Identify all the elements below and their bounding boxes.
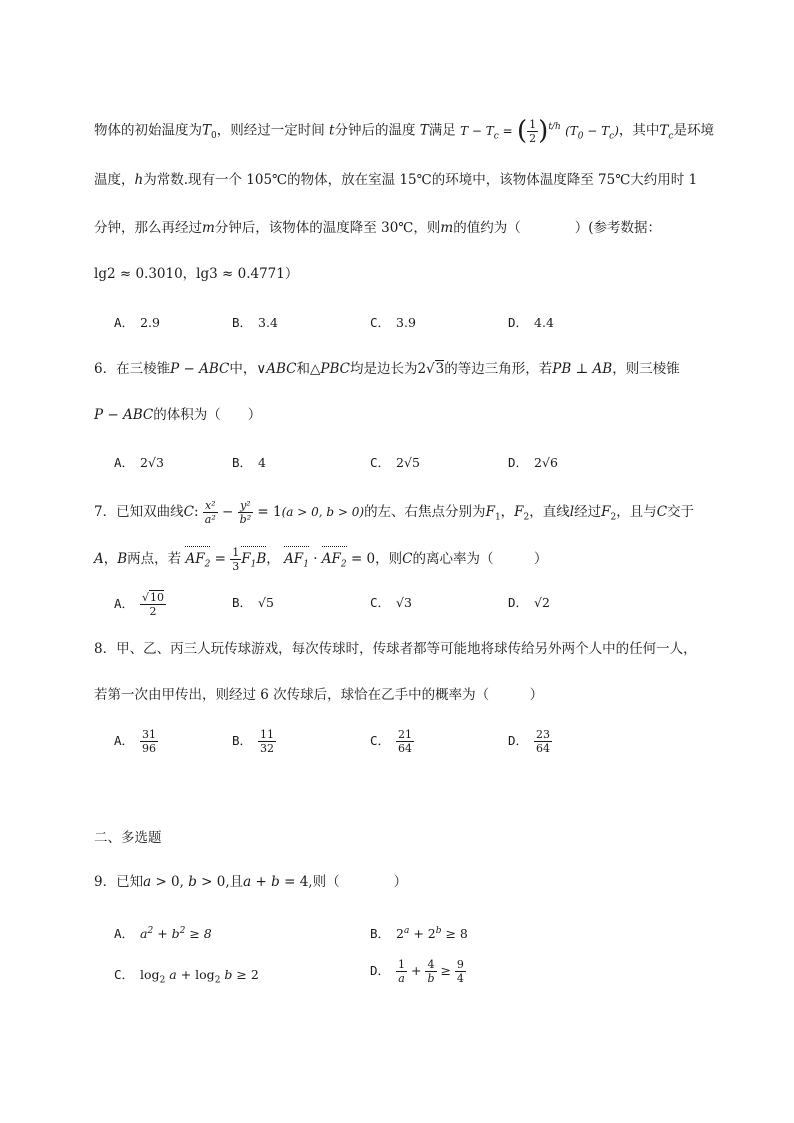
q6-option-b[interactable]: B． 4: [232, 455, 266, 470]
q9-option-d[interactable]: D． $\frac{1}{a}$ + $\frac{4}{b}$ ≥ $\frac{9}{4}$: [370, 958, 464, 985]
q7-line-2: A，B两点，若 $AF_2$ = $\frac{1}{3}$ $F_1B$， $AF_1 \cdot AF_2 = 0$，则C的离心率为（ ）: [94, 546, 548, 573]
q5-option-b[interactable]: B． 3.4: [232, 315, 278, 330]
q8-option-a[interactable]: A． $\frac{31}{96}$: [114, 728, 157, 755]
q9-stem: 9．已知a > 0, b > 0,且a + b = 4,则（ ）: [94, 874, 408, 890]
q6-option-c[interactable]: C． 2√5: [370, 455, 420, 470]
q7-line-1: 7．已知双曲线C: $\frac{\text{x²}}{\text{a²}}$ − $\frac{\text{y²}}{\text{b²}}$ = 1(a > 0, b > 0)的左、右焦点分别为$F_1$，$F_2$，直线l经过$F_2$，且与C交于: [94, 499, 695, 526]
q5-option-d[interactable]: D． 4.4: [508, 315, 554, 330]
q7-option-a[interactable]: A． $\frac{√10}{2}$: [114, 591, 165, 618]
q5-line-3: 分钟，那么再经过m分钟后，该物体的温度降至 30℃，则m的值约为（ ）(参考数据：: [94, 220, 661, 236]
q6-option-a[interactable]: A． 2√3: [114, 455, 164, 470]
section-heading-multiple-choice: 二、多选题: [94, 830, 162, 846]
q7-option-d[interactable]: D． √2: [508, 595, 550, 610]
q8-line-1: 8．甲、乙、丙三人玩传球游戏，每次传球时，传球者都等可能地将球传给另外两个人中的任何一人，: [94, 641, 697, 657]
q8-line-2: 若第一次由甲传出，则经过 6 次传球后，球恰在乙手中的概率为（ ）: [94, 687, 544, 703]
q6-line-2: P − ABC的体积为（ ）: [94, 407, 262, 423]
q9-option-c[interactable]: C． $\log_2 a + \log_2 b \ge 2$: [114, 967, 259, 986]
q9-option-b[interactable]: B． $2^a + 2^b \ge 8$: [370, 926, 468, 942]
q5-line-4: lg2 ≈ 0.3010，lg3 ≈ 0.4771）: [94, 266, 299, 282]
q5-line-2: 温度，h为常数.现有一个 105℃的物体，放在室温 15℃的环境中，该物体温度降至 75℃大约用时 1: [94, 172, 698, 188]
q8-option-d[interactable]: D． $\frac{23}{64}$: [508, 728, 551, 755]
q9-option-a[interactable]: A． $a^2 + b^2 \ge 8$: [114, 926, 212, 942]
q7-option-b[interactable]: B． √5: [232, 595, 274, 610]
q7-option-c[interactable]: C． √3: [370, 595, 412, 610]
q8-option-c[interactable]: C． $\frac{21}{64}$: [370, 728, 413, 755]
q5-option-a[interactable]: A． 2.9: [114, 315, 160, 330]
q8-option-b[interactable]: B． $\frac{11}{32}$: [232, 728, 275, 755]
q5-line-1: 物体的初始温度为$T_0$，则经过一定时间 t分钟后的温度 T满足 $T - T_c$ = ( $\frac{1}{2}$ )$^{t/h}$ $(T_0 - T_c)$，其中$T_c$是环境: [94, 116, 714, 146]
q6-line-1: 6．在三棱锥P − ABC中，∨ABC和△PBC均是边长为2√3的等边三角形，若PB ⊥ AB，则三棱锥: [94, 361, 680, 377]
q5-option-c[interactable]: C． 3.9: [370, 315, 416, 330]
q6-option-d[interactable]: D． 2√6: [508, 455, 558, 470]
